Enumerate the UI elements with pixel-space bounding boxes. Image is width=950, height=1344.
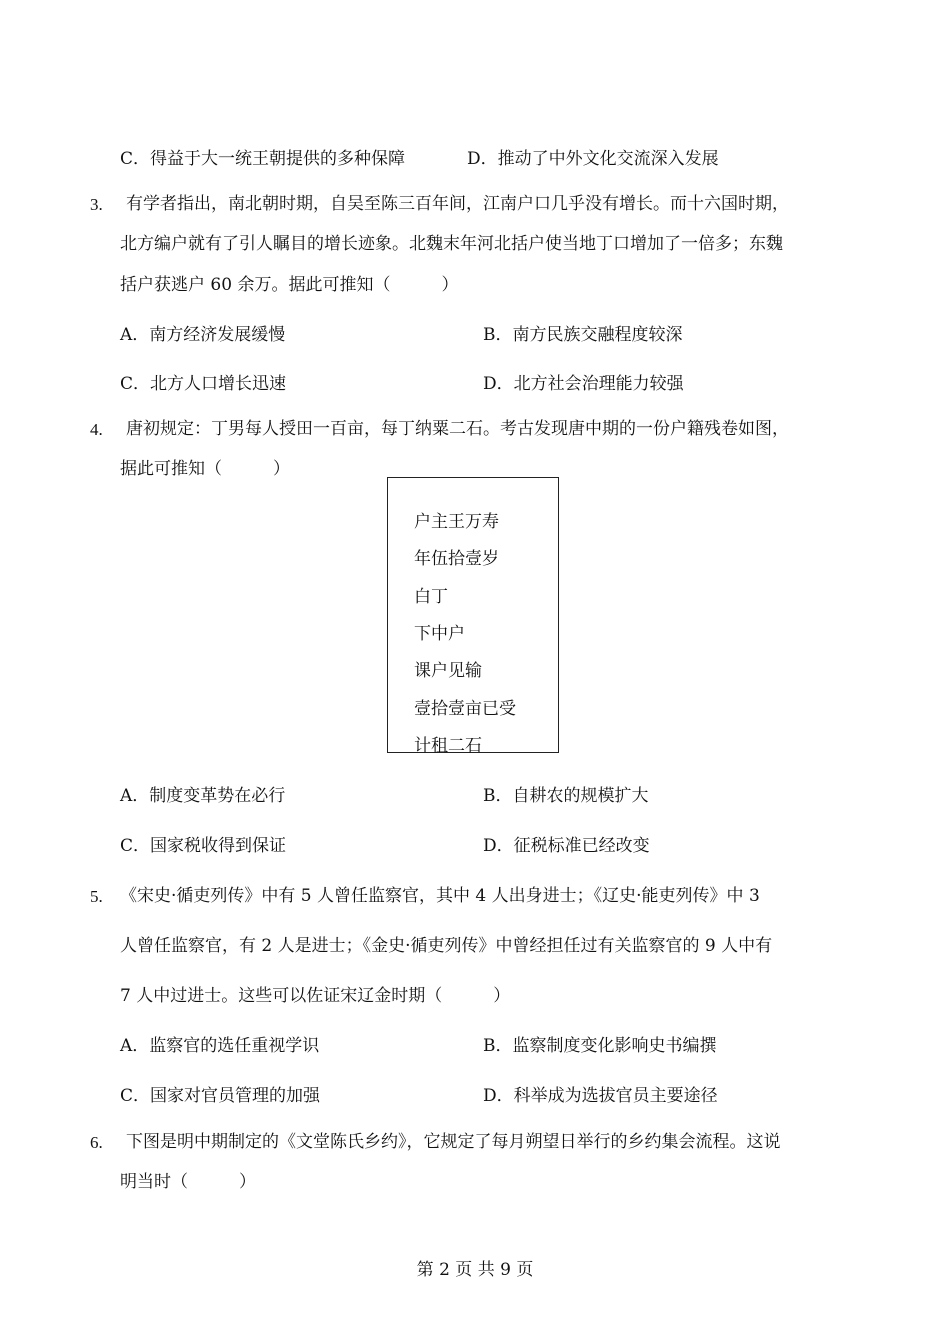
figure-line-tax-household: 课户见输 <box>414 661 482 681</box>
q5-option-a: A．监察官的选任重视学识 <box>120 1036 320 1056</box>
q3-option-a: A．南方经济发展缓慢 <box>120 325 286 345</box>
q4-option-a: A．制度变革势在必行 <box>120 786 286 806</box>
q5-stem-line-2: 人曾任监察官，有 2 人是进士；《金史·循吏列传》中曾经担任过有关监察官的 9 人中有 <box>120 936 773 956</box>
q4-stem-line-2: 据此可推知（ ） <box>120 459 290 479</box>
q3-stem-line-1: 有学者指出，南北朝时期，自吴至陈三百年间，江南户口几乎没有增长。而十六国时期， <box>126 194 789 214</box>
q2-option-c: C．得益于大一统王朝提供的多种保障 <box>120 149 406 169</box>
figure-line-household-grade: 下中户 <box>414 624 465 644</box>
q6-number: 6. <box>90 1133 103 1152</box>
q4-number: 4. <box>90 420 103 439</box>
q5-option-c: C．国家对官员管理的加强 <box>120 1086 321 1106</box>
figure-line-householder: 户主王万寿 <box>414 512 499 532</box>
q6-stem-line-1: 下图是明中期制定的《文堂陈氏乡约》，它规定了每月朔望日举行的乡约集会流程。这说 <box>126 1132 781 1152</box>
q3-stem-line-3: 括户获逃户 60 余万。据此可推知（ ） <box>120 275 459 295</box>
q6-stem-line-2: 明当时（ ） <box>120 1172 256 1192</box>
q3-option-d: D．北方社会治理能力较强 <box>483 374 684 394</box>
page-number-footer: 第 2 页 共 9 页 <box>416 1260 534 1280</box>
figure-line-age: 年伍拾壹岁 <box>414 549 499 569</box>
q5-number: 5. <box>90 887 103 906</box>
household-register-figure <box>387 477 559 756</box>
q4-option-b: B．自耕农的规模扩大 <box>483 786 649 806</box>
q3-number: 3. <box>90 195 103 214</box>
q4-option-c: C．国家税收得到保证 <box>120 836 287 856</box>
figure-line-rent: 计租二石 <box>414 736 482 756</box>
q5-stem-line-3: 7 人中过进士。这些可以佐证宋辽金时期（ ） <box>120 986 511 1006</box>
q3-stem-line-2: 北方编户就有了引人瞩目的增长迹象。北魏末年河北括户使当地丁口增加了一倍多；东魏 <box>120 234 783 254</box>
q5-stem-line-1: 《宋史·循吏列传》中有 5 人曾任监察官，其中 4 人出身进士；《辽史·能吏列传》中 3 <box>120 886 760 906</box>
q3-option-c: C．北方人口增长迅速 <box>120 374 287 394</box>
q3-option-b: B．南方民族交融程度较深 <box>483 325 683 345</box>
q4-option-d: D．征税标准已经改变 <box>483 836 650 856</box>
q5-option-b: B．监察制度变化影响史书编撰 <box>483 1036 717 1056</box>
q4-stem-line-1: 唐初规定：丁男每人授田一百亩，每丁纳粟二石。考古发现唐中期的一份户籍残卷如图， <box>126 419 789 439</box>
figure-line-status: 白丁 <box>414 587 448 607</box>
q5-option-d: D．科举成为选拔官员主要途径 <box>483 1086 718 1106</box>
figure-line-land-received: 壹拾壹亩已受 <box>414 699 516 719</box>
q2-option-d: D．推动了中外文化交流深入发展 <box>467 149 719 169</box>
